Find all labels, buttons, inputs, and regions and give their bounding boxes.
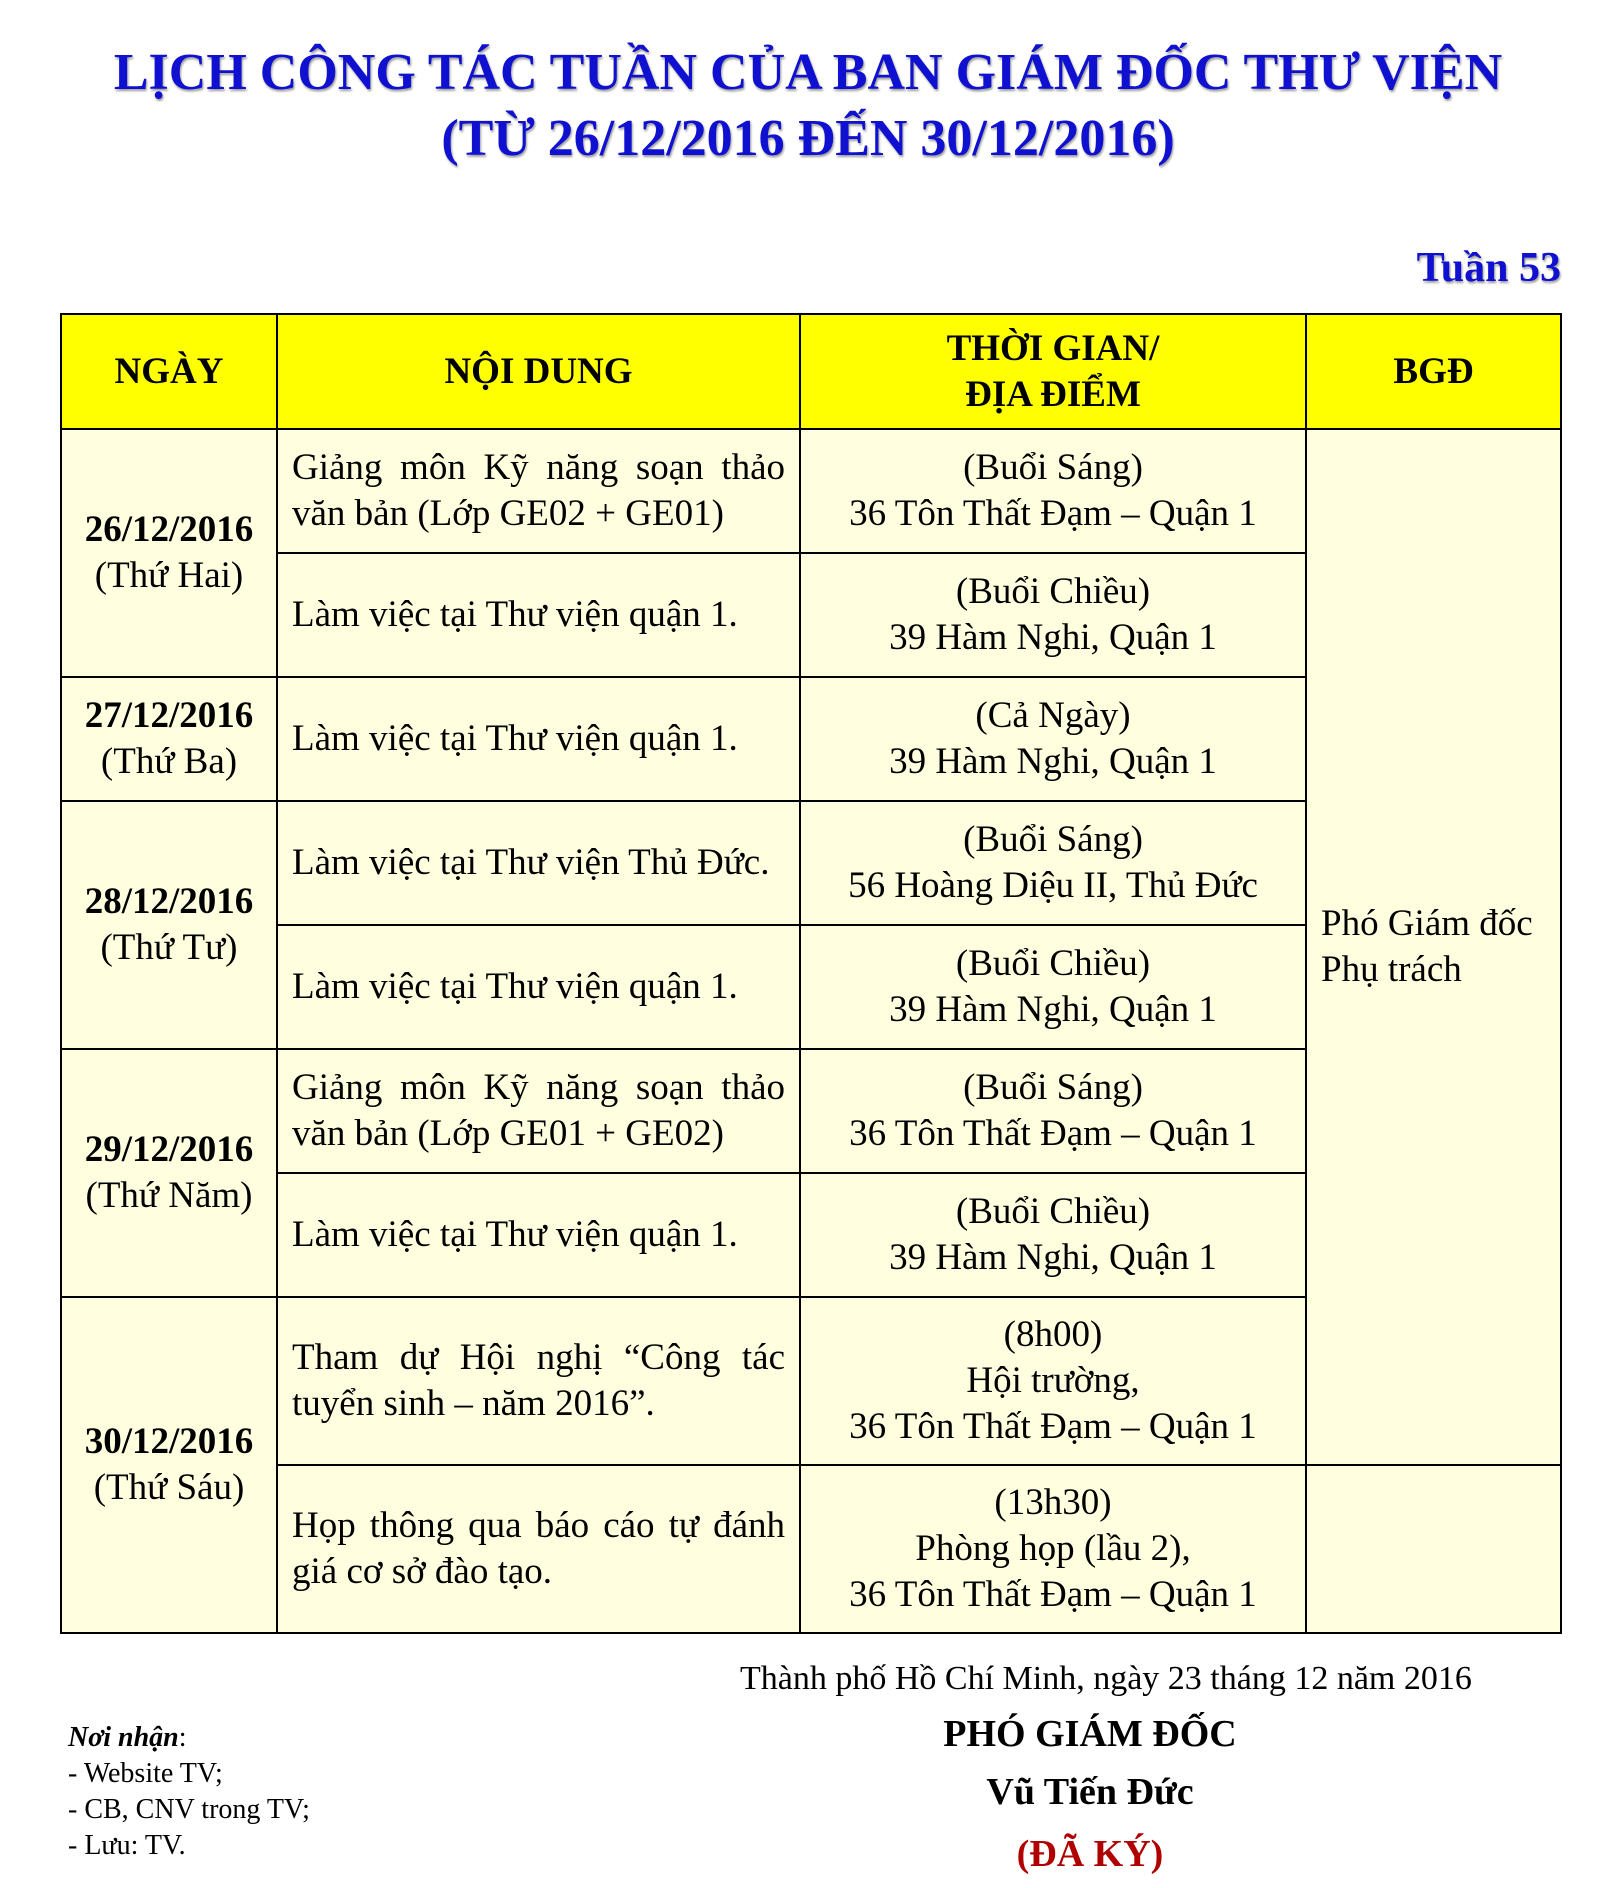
day-date: 27/12/2016 bbox=[84, 695, 254, 736]
place-text: 39 Hàm Nghi, Quận 1 bbox=[889, 617, 1217, 658]
time-place-cell bbox=[800, 677, 1306, 801]
day-weekday: (Thứ Tư) bbox=[100, 927, 238, 968]
recipient-item: - CB, CNV trong TV; bbox=[68, 1794, 310, 1825]
day-weekday: (Thứ Ba) bbox=[100, 741, 238, 782]
time-place-cell bbox=[800, 429, 1306, 553]
place-text: 36 Tôn Thất Đạm – Quận 1 bbox=[849, 1113, 1257, 1154]
content-cell: Họp thông qua báo cáo tự đánh giá cơ sở đào tạo. bbox=[277, 1465, 800, 1633]
day-date: 30/12/2016 bbox=[84, 1421, 254, 1462]
bgd-cell bbox=[1306, 429, 1561, 1465]
time-place-cell bbox=[800, 1173, 1306, 1297]
recipients-label: Nơi nhận bbox=[68, 1722, 179, 1753]
place-text: 39 Hàm Nghi, Quận 1 bbox=[889, 1237, 1217, 1278]
header-bgd: BGĐ bbox=[1306, 314, 1561, 429]
content-cell: Làm việc tại Thư viện Thủ Đức. bbox=[277, 801, 800, 925]
week-number: Tuần 53 bbox=[1416, 245, 1561, 291]
time-place-cell bbox=[800, 925, 1306, 1049]
time-place-cell bbox=[800, 1297, 1306, 1465]
bgd-line-2: Phụ trách bbox=[1321, 949, 1462, 990]
recipients-heading bbox=[68, 1720, 310, 1756]
signer-name: Vũ Tiến Đức bbox=[986, 1771, 1194, 1813]
signed-stamp-text: (ĐÃ KÝ) bbox=[1016, 1833, 1164, 1875]
time-place-cell bbox=[800, 1465, 1306, 1633]
time-text: (8h00) bbox=[1003, 1314, 1103, 1355]
place-text: 39 Hàm Nghi, Quận 1 bbox=[889, 741, 1217, 782]
header-content: NỘI DUNG bbox=[277, 314, 800, 429]
place-text: Hội trường, bbox=[966, 1360, 1140, 1401]
time-text: (Buổi Chiều) bbox=[955, 1191, 1151, 1232]
day-weekday: (Thứ Hai) bbox=[94, 555, 244, 596]
content-cell: Làm việc tại Thư viện quận 1. bbox=[277, 553, 800, 677]
place-text: 36 Tôn Thất Đạm – Quận 1 bbox=[849, 1406, 1257, 1447]
table-row bbox=[61, 429, 1561, 553]
recipient-item: - Lưu: TV. bbox=[68, 1830, 186, 1861]
header-row bbox=[61, 314, 1561, 429]
title-line-2: (TỪ 26/12/2016 ĐẾN 30/12/2016) bbox=[441, 110, 1175, 167]
header-time: THỜI GIAN/ bbox=[946, 327, 1160, 369]
time-text: (Buổi Sáng) bbox=[963, 447, 1143, 488]
day-cell bbox=[61, 429, 277, 677]
header-day: NGÀY bbox=[61, 314, 277, 429]
schedule-table bbox=[60, 313, 1562, 1634]
place-date-line: Thành phố Hồ Chí Minh, ngày 23 tháng 12 năm 2016 bbox=[740, 1660, 1472, 1697]
time-text: (Buổi Chiều) bbox=[955, 571, 1151, 612]
day-cell bbox=[61, 1049, 277, 1297]
content-cell: Giảng môn Kỹ năng soạn thảo văn bản (Lớp GE01 + GE02) bbox=[277, 1049, 800, 1173]
time-text: (Buổi Sáng) bbox=[963, 1067, 1143, 1108]
signer-position: PHÓ GIÁM ĐỐC bbox=[943, 1713, 1237, 1755]
time-place-cell bbox=[800, 553, 1306, 677]
place-text: Phòng họp (lầu 2), bbox=[915, 1528, 1191, 1569]
day-cell bbox=[61, 801, 277, 1049]
recipient-item: - Website TV; bbox=[68, 1758, 223, 1789]
day-date: 28/12/2016 bbox=[84, 881, 254, 922]
header-place: ĐỊA ĐIỂM bbox=[965, 373, 1141, 415]
recipients-block bbox=[68, 1720, 310, 1864]
bgd-empty-cell bbox=[1306, 1465, 1561, 1633]
content-cell: Làm việc tại Thư viện quận 1. bbox=[277, 925, 800, 1049]
place-text: 36 Tôn Thất Đạm – Quận 1 bbox=[849, 1574, 1257, 1615]
content-cell: Tham dự Hội nghị “Công tác tuyển sinh – năm 2016”. bbox=[277, 1297, 800, 1465]
time-text: (Buổi Chiều) bbox=[955, 943, 1151, 984]
content-cell: Làm việc tại Thư viện quận 1. bbox=[277, 677, 800, 801]
day-weekday: (Thứ Năm) bbox=[85, 1175, 253, 1216]
day-cell bbox=[61, 1297, 277, 1633]
header-time-place bbox=[800, 314, 1306, 429]
document-title bbox=[0, 40, 1616, 172]
table-row bbox=[61, 1465, 1561, 1633]
time-place-cell bbox=[800, 1049, 1306, 1173]
place-text: 36 Tôn Thất Đạm – Quận 1 bbox=[849, 493, 1257, 534]
day-weekday: (Thứ Sáu) bbox=[93, 1467, 245, 1508]
title-line-1: LỊCH CÔNG TÁC TUẦN CỦA BAN GIÁM ĐỐC THƯ VIỆN bbox=[113, 44, 1503, 101]
time-text: (Cả Ngày) bbox=[975, 695, 1131, 736]
content-cell: Làm việc tại Thư viện quận 1. bbox=[277, 1173, 800, 1297]
recipients-colon: : bbox=[178, 1722, 187, 1753]
day-cell bbox=[61, 677, 277, 801]
day-date: 29/12/2016 bbox=[84, 1129, 254, 1170]
time-text: (Buổi Sáng) bbox=[963, 819, 1143, 860]
place-text: 39 Hàm Nghi, Quận 1 bbox=[889, 989, 1217, 1030]
bgd-line-1: Phó Giám đốc bbox=[1321, 903, 1533, 944]
time-text: (13h30) bbox=[994, 1482, 1112, 1523]
content-cell: Giảng môn Kỹ năng soạn thảo văn bản (Lớp GE02 + GE01) bbox=[277, 429, 800, 553]
time-place-cell bbox=[800, 801, 1306, 925]
place-text: 56 Hoàng Diệu II, Thủ Đức bbox=[848, 865, 1258, 906]
day-date: 26/12/2016 bbox=[84, 509, 254, 550]
